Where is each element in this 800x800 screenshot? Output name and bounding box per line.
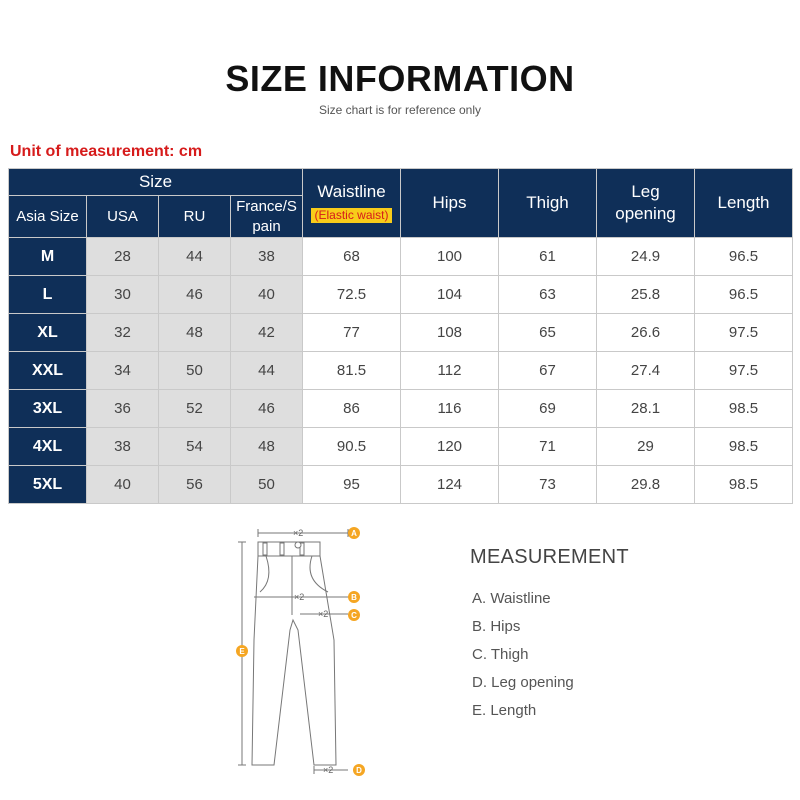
marker-e-label: E bbox=[239, 647, 245, 656]
cell-length: 98.5 bbox=[695, 390, 793, 428]
header-hips: Hips bbox=[401, 169, 499, 238]
cell-thigh: 65 bbox=[499, 314, 597, 352]
cell-usa: 30 bbox=[87, 276, 159, 314]
table-row bbox=[9, 428, 793, 466]
cell-usa: 40 bbox=[87, 466, 159, 504]
cell-france: 42 bbox=[231, 314, 303, 352]
cell-asia-size: 3XL bbox=[9, 390, 87, 428]
cell-france: 50 bbox=[231, 466, 303, 504]
cell-length: 97.5 bbox=[695, 352, 793, 390]
cell-usa: 38 bbox=[87, 428, 159, 466]
list-item: B. Hips bbox=[472, 618, 521, 635]
multiplier-d: ×2 bbox=[323, 765, 334, 775]
pants-diagram bbox=[230, 520, 380, 790]
cell-ru: 44 bbox=[159, 238, 231, 276]
header-waistline-label: Waistline bbox=[317, 182, 386, 201]
page-subtitle: Size chart is for reference only bbox=[318, 103, 482, 117]
header-waistline bbox=[303, 169, 401, 238]
header-france-spain: France/Spain bbox=[231, 196, 303, 238]
cell-leg-opening: 29.8 bbox=[597, 466, 695, 504]
cell-hips: 108 bbox=[401, 314, 499, 352]
cell-asia-size: L bbox=[9, 276, 87, 314]
cell-hips: 104 bbox=[401, 276, 499, 314]
cell-length: 97.5 bbox=[695, 314, 793, 352]
cell-waistline: 68 bbox=[303, 238, 401, 276]
cell-hips: 100 bbox=[401, 238, 499, 276]
cell-asia-size: XL bbox=[9, 314, 87, 352]
header-usa: USA bbox=[87, 196, 159, 238]
cell-france: 38 bbox=[231, 238, 303, 276]
header-asia-size: Asia Size bbox=[9, 196, 87, 238]
list-item: C. Thigh bbox=[472, 646, 529, 663]
marker-a-label: A bbox=[351, 529, 357, 538]
cell-asia-size: M bbox=[9, 238, 87, 276]
cell-asia-size: 5XL bbox=[9, 466, 87, 504]
cell-leg-opening: 26.6 bbox=[597, 314, 695, 352]
cell-length: 96.5 bbox=[695, 276, 793, 314]
cell-usa: 28 bbox=[87, 238, 159, 276]
cell-waistline: 72.5 bbox=[303, 276, 401, 314]
cell-leg-opening: 27.4 bbox=[597, 352, 695, 390]
cell-usa: 32 bbox=[87, 314, 159, 352]
multiplier-b: ×2 bbox=[294, 592, 305, 602]
marker-d-label: D bbox=[356, 766, 362, 775]
cell-thigh: 67 bbox=[499, 352, 597, 390]
measurement-title: MEASUREMENT bbox=[470, 546, 629, 568]
cell-thigh: 69 bbox=[499, 390, 597, 428]
cell-france: 48 bbox=[231, 428, 303, 466]
marker-c-label: C bbox=[351, 611, 357, 620]
cell-leg-opening: 28.1 bbox=[597, 390, 695, 428]
cell-usa: 34 bbox=[87, 352, 159, 390]
multiplier-c: ×2 bbox=[318, 609, 329, 619]
list-item: E. Length bbox=[472, 702, 537, 719]
size-table bbox=[8, 168, 793, 504]
cell-leg-opening: 29 bbox=[597, 428, 695, 466]
elastic-waist-note: (Elastic waist) bbox=[311, 208, 391, 223]
cell-waistline: 95 bbox=[303, 466, 401, 504]
table-row bbox=[9, 238, 793, 276]
header-leg-opening: Leg opening bbox=[597, 169, 695, 238]
cell-thigh: 71 bbox=[499, 428, 597, 466]
cell-ru: 50 bbox=[159, 352, 231, 390]
cell-asia-size: 4XL bbox=[9, 428, 87, 466]
table-row bbox=[9, 352, 793, 390]
measurement-list bbox=[472, 589, 574, 729]
cell-hips: 112 bbox=[401, 352, 499, 390]
cell-asia-size: XXL bbox=[9, 352, 87, 390]
cell-ru: 52 bbox=[159, 390, 231, 428]
cell-waistline: 86 bbox=[303, 390, 401, 428]
cell-length: 98.5 bbox=[695, 428, 793, 466]
cell-hips: 124 bbox=[401, 466, 499, 504]
multiplier-a: ×2 bbox=[293, 528, 304, 538]
cell-ru: 54 bbox=[159, 428, 231, 466]
cell-hips: 116 bbox=[401, 390, 499, 428]
cell-length: 98.5 bbox=[695, 466, 793, 504]
cell-france: 46 bbox=[231, 390, 303, 428]
cell-thigh: 63 bbox=[499, 276, 597, 314]
header-thigh: Thigh bbox=[499, 169, 597, 238]
table-row bbox=[9, 276, 793, 314]
cell-waistline: 77 bbox=[303, 314, 401, 352]
table-row bbox=[9, 314, 793, 352]
page-title: SIZE INFORMATION bbox=[225, 58, 575, 99]
header-length: Length bbox=[695, 169, 793, 238]
cell-leg-opening: 25.8 bbox=[597, 276, 695, 314]
marker-b-label: B bbox=[351, 593, 357, 602]
cell-ru: 46 bbox=[159, 276, 231, 314]
cell-france: 40 bbox=[231, 276, 303, 314]
cell-leg-opening: 24.9 bbox=[597, 238, 695, 276]
cell-length: 96.5 bbox=[695, 238, 793, 276]
table-row bbox=[9, 390, 793, 428]
cell-ru: 48 bbox=[159, 314, 231, 352]
unit-note: Unit of measurement: cm bbox=[10, 143, 203, 160]
cell-waistline: 81.5 bbox=[303, 352, 401, 390]
cell-ru: 56 bbox=[159, 466, 231, 504]
cell-thigh: 61 bbox=[499, 238, 597, 276]
header-ru: RU bbox=[159, 196, 231, 238]
cell-hips: 120 bbox=[401, 428, 499, 466]
table-row bbox=[9, 466, 793, 504]
cell-france: 44 bbox=[231, 352, 303, 390]
cell-usa: 36 bbox=[87, 390, 159, 428]
cell-waistline: 90.5 bbox=[303, 428, 401, 466]
list-item: D. Leg opening bbox=[472, 674, 574, 691]
cell-thigh: 73 bbox=[499, 466, 597, 504]
list-item: A. Waistline bbox=[472, 590, 551, 607]
header-size-group: Size bbox=[9, 169, 303, 196]
